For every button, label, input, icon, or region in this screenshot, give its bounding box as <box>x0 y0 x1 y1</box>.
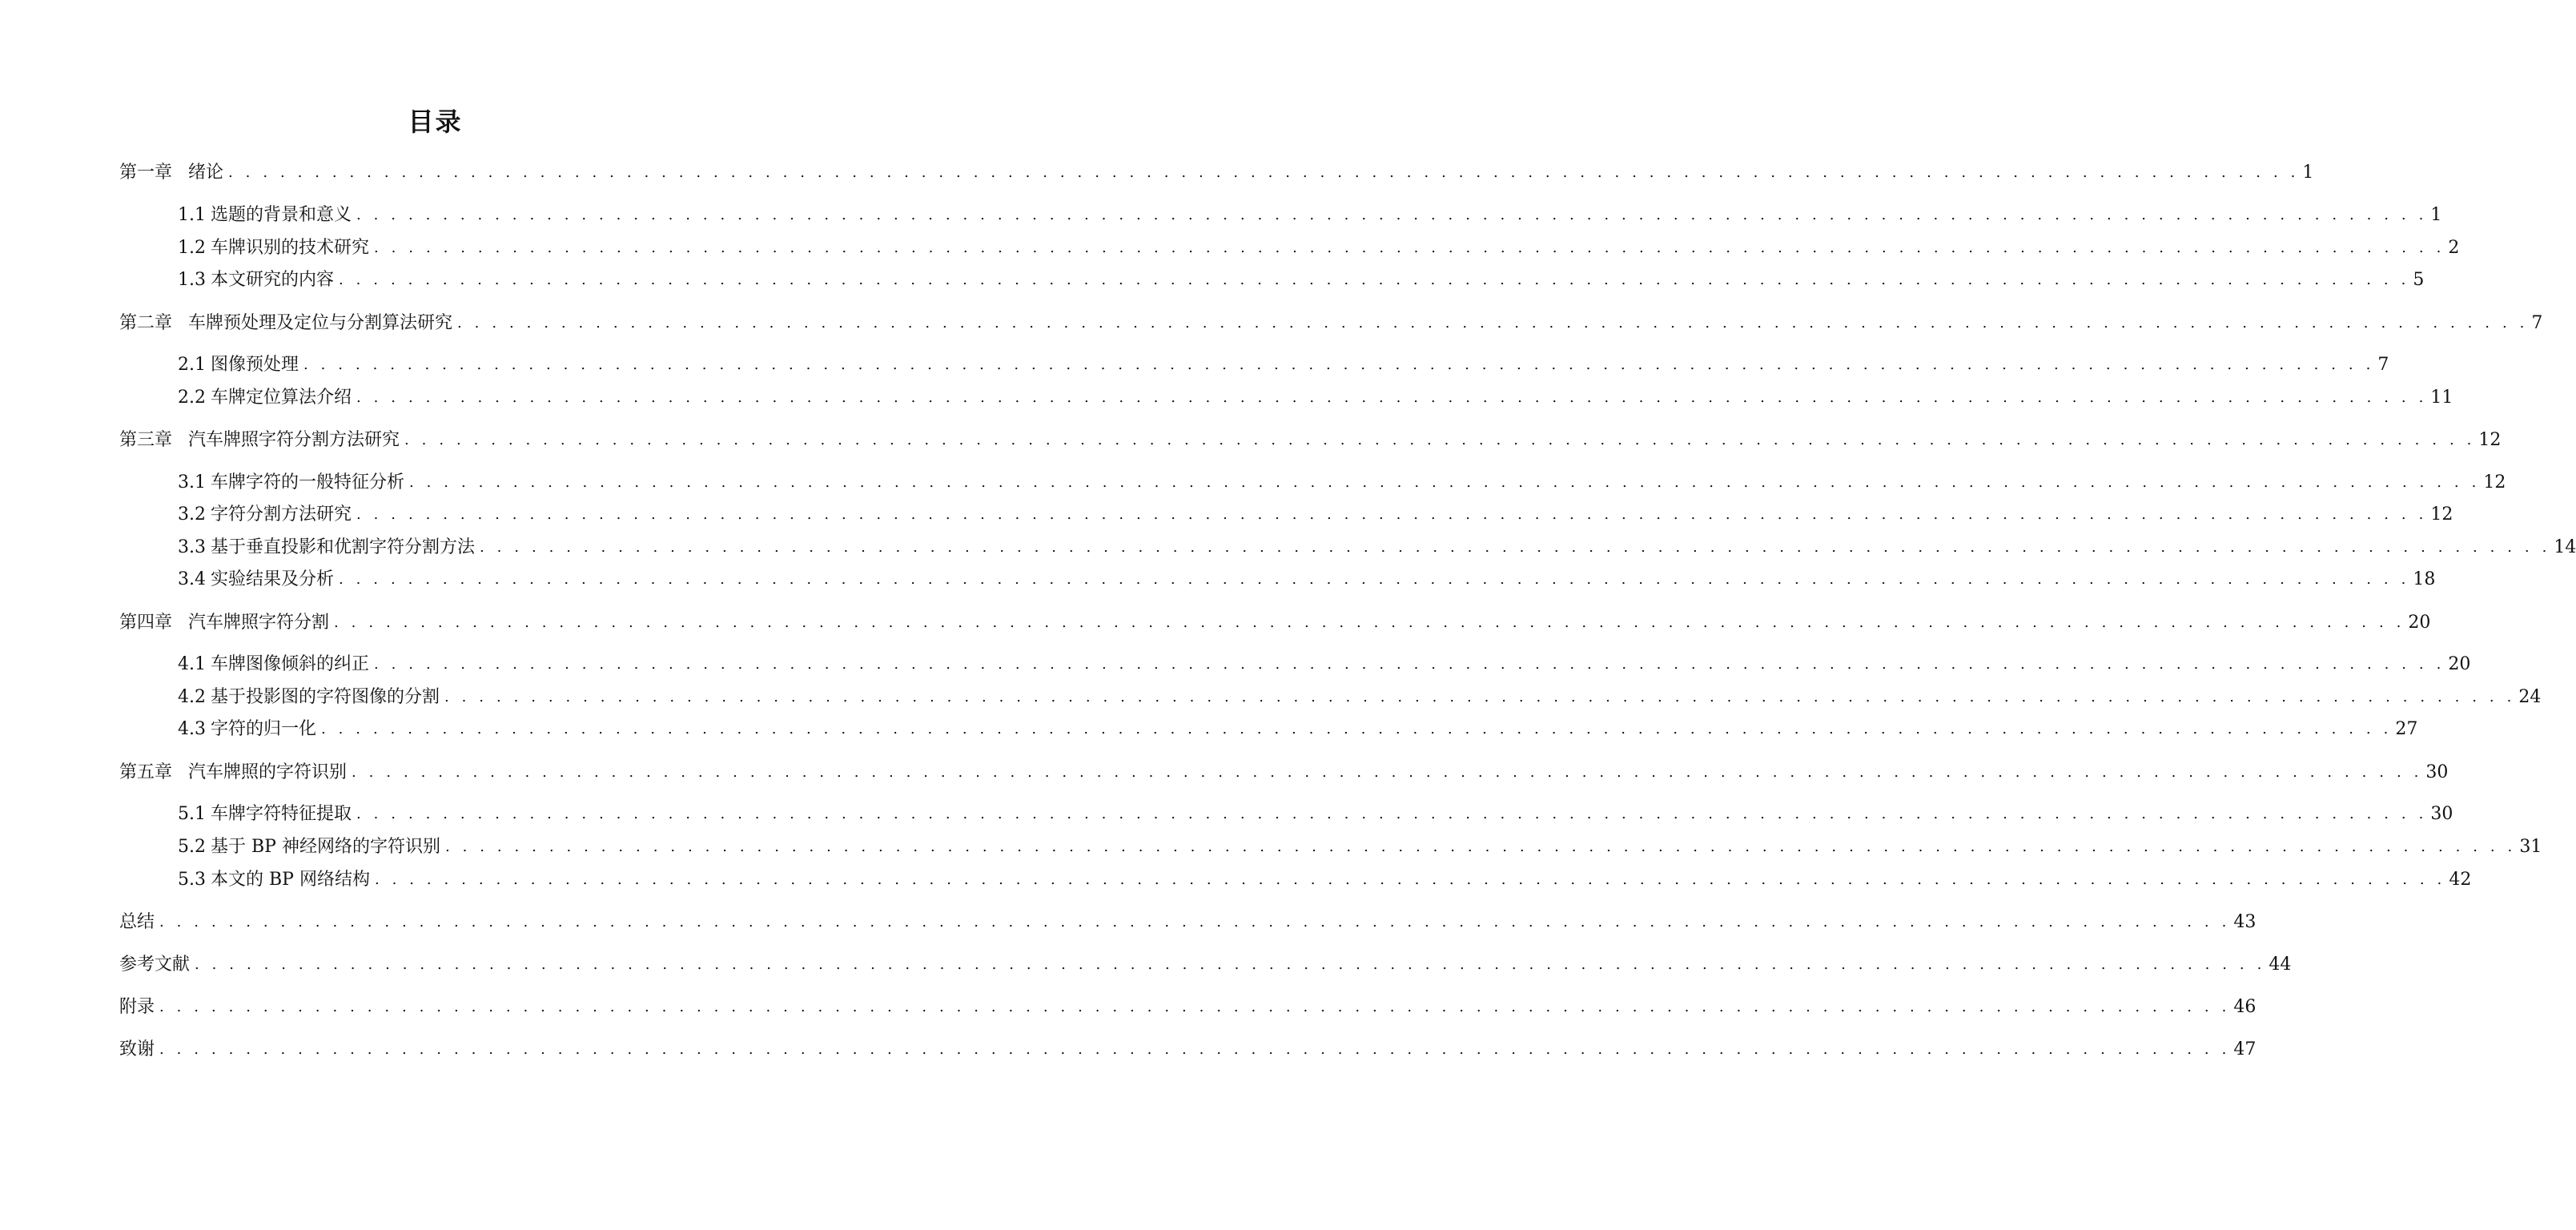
toc-entry-text: 车牌字符的一般特征分析 <box>211 472 405 492</box>
toc-entry-text: 本文的 BP 网络结构 <box>211 870 370 890</box>
toc-entry-text: 车牌图像倾斜的纠正 <box>211 654 370 674</box>
toc-section-entry <box>178 468 2506 495</box>
toc-entry-text: 车牌识别的技术研究 <box>211 238 370 258</box>
toc-dot-leader: . . . . . . . . . . . . . . . . . . . . . . . . . . . . . . . . . . . . . . . . . . . . . . . . . . . . . . . . . . . . . . . . . . . . . . . . . . . . . . . . . . . . . . . . . . . . . . . . . . . . . . . . . . . . . . . . . . . . . . . . <box>356 806 2428 822</box>
toc-entry-number: 第四章 <box>119 613 173 633</box>
toc-section-entry <box>178 714 2418 742</box>
toc-dot-leader: . . . . . . . . . . . . . . . . . . . . . . . . . . . . . . . . . . . . . . . . . . . . . . . . . . . . . . . . . . . . . . . . . . . . . . . . . . . . . . . . . . . . . . . . . . . . . . . . . . . . . . . . . . . . . . . . . . . . . . . . <box>159 914 2231 931</box>
toc-dot-leader: . . . . . . . . . . . . . . . . . . . . . . . . . . . . . . . . . . . . . . . . . . . . . . . . . . . . . . . . . . . . . . . . . . . . . . . . . . . . . . . . . . . . . . . . . . . . . . . . . . . . . . . . . . . . . . . . . . . . . . . . <box>374 656 2445 673</box>
toc-section-entry <box>178 233 2460 260</box>
toc-dot-leader: . . . . . . . . . . . . . . . . . . . . . . . . . . . . . . . . . . . . . . . . . . . . . . . . . . . . . . . . . . . . . . . . . . . . . . . . . . . . . . . . . . . . . . . . . . . . . . . . . . . . . . . . . . . . . . . . . . . . . . . . <box>457 315 2529 332</box>
toc-entry-text: 图像预处理 <box>211 355 299 375</box>
toc-section-entry <box>178 649 2471 677</box>
toc-entry-label <box>178 868 370 892</box>
toc-entry-number: 3.4 <box>178 569 206 589</box>
toc-entry-label <box>178 653 369 677</box>
toc-page-number: 7 <box>2377 355 2389 375</box>
toc-page-number: 24 <box>2518 687 2542 707</box>
toc-entry-text: 本文研究的内容 <box>211 270 335 290</box>
toc-entry-number: 第二章 <box>119 313 173 333</box>
toc-dot-leader: . . . . . . . . . . . . . . . . . . . . . . . . . . . . . . . . . . . . . . . . . . . . . . . . . . . . . . . . . . . . . . . . . . . . . . . . . . . . . . . . . . . . . . . . . . . . . . . . . . . . . . . . . . . . . . . . . . . . . . . . <box>356 389 2428 406</box>
toc-chapter-entry <box>119 1035 2257 1062</box>
toc-section-entry <box>178 865 2472 892</box>
toc-section-entry <box>178 565 2436 592</box>
toc-entry-number: 2.2 <box>178 388 206 408</box>
toc-entry-label <box>178 386 352 410</box>
toc-entry-text: 基于 BP 神经网络的字符识别 <box>211 837 440 857</box>
toc-entry-label <box>119 995 155 1019</box>
toc-page-number: 11 <box>2430 388 2453 408</box>
toc-entry-number: 2.1 <box>178 355 206 375</box>
toc-dot-leader: . . . . . . . . . . . . . . . . . . . . . . . . . . . . . . . . . . . . . . . . . . . . . . . . . . . . . . . . . . . . . . . . . . . . . . . . . . . . . . . . . . . . . . . . . . . . . . . . . . . . . . . . . . . . . . . . . . . . . . . . <box>444 689 2516 705</box>
toc-page-number: 42 <box>2449 870 2472 890</box>
toc-entry-number: 5.1 <box>178 804 206 824</box>
toc-page-number: 47 <box>2233 1039 2257 1059</box>
toc-page-number: 14 <box>2554 537 2576 557</box>
toc-chapter-entry <box>119 158 2314 185</box>
toc-entry-number: 4.2 <box>178 687 206 707</box>
toc-entry-text: 绪论 <box>188 163 224 183</box>
toc-page-number: 12 <box>2478 430 2502 450</box>
toc-dot-leader: . . . . . . . . . . . . . . . . . . . . . . . . . . . . . . . . . . . . . . . . . . . . . . . . . . . . . . . . . . . . . . . . . . . . . . . . . . . . . . . . . . . . . . . . . . . . . . . . . . . . . . . . . . . . . . . . . . . . . . . . <box>480 539 2551 556</box>
toc-entry-number: 4.1 <box>178 654 206 674</box>
toc-entry-text: 字符的归一化 <box>211 719 317 739</box>
toc-page-number: 12 <box>2483 472 2506 492</box>
toc-dot-leader: . . . . . . . . . . . . . . . . . . . . . . . . . . . . . . . . . . . . . . . . . . . . . . . . . . . . . . . . . . . . . . . . . . . . . . . . . . . . . . . . . . . . . . . . . . . . . . . . . . . . . . . . . . . . . . . . . . . . . . . . <box>444 838 2517 855</box>
toc-entry-number: 第一章 <box>119 163 173 183</box>
toc-entry-label <box>178 503 352 527</box>
toc-title: 目录 <box>408 107 463 137</box>
toc-entry-text: 车牌预处理及定位与分割算法研究 <box>188 313 453 333</box>
toc-entry-text: 选题的背景和意义 <box>211 205 352 225</box>
toc-page-number: 31 <box>2519 837 2542 857</box>
toc-entry-label <box>178 802 352 826</box>
toc-entry-number: 1.2 <box>178 238 206 258</box>
toc-entry-label <box>119 611 329 635</box>
toc-entry-label <box>178 203 352 227</box>
toc-dot-leader: . . . . . . . . . . . . . . . . . . . . . . . . . . . . . . . . . . . . . . . . . . . . . . . . . . . . . . . . . . . . . . . . . . . . . . . . . . . . . . . . . . . . . . . . . . . . . . . . . . . . . . . . . . . . . . . . . . . . . . . . <box>334 614 2405 631</box>
toc-dot-leader: . . . . . . . . . . . . . . . . . . . . . . . . . . . . . . . . . . . . . . . . . . . . . . . . . . . . . . . . . . . . . . . . . . . . . . . . . . . . . . . . . . . . . . . . . . . . . . . . . . . . . . . . . . . . . . . . . . . . . . . . <box>321 721 2393 738</box>
toc-page-number: 30 <box>2430 804 2453 824</box>
toc-chapter-entry <box>119 608 2431 635</box>
toc-page-number: 1 <box>2430 205 2442 225</box>
toc-entry-label <box>178 471 404 495</box>
toc-entry-number: 1.3 <box>178 270 206 290</box>
toc-dot-leader: . . . . . . . . . . . . . . . . . . . . . . . . . . . . . . . . . . . . . . . . . . . . . . . . . . . . . . . . . . . . . . . . . . . . . . . . . . . . . . . . . . . . . . . . . . . . . . . . . . . . . . . . . . . . . . . . . . . . . . . . <box>159 999 2231 1015</box>
toc-page-number: 1 <box>2302 163 2314 183</box>
toc-entry-text: 致谢 <box>119 1039 155 1059</box>
toc-entry-label <box>119 428 400 452</box>
toc-entry-label <box>119 910 155 935</box>
toc-dot-leader: . . . . . . . . . . . . . . . . . . . . . . . . . . . . . . . . . . . . . . . . . . . . . . . . . . . . . . . . . . . . . . . . . . . . . . . . . . . . . . . . . . . . . . . . . . . . . . . . . . . . . . . . . . . . . . . . . . . . . . . . <box>404 432 2476 448</box>
toc-section-entry <box>178 799 2453 826</box>
toc-chapter-entry <box>119 992 2257 1019</box>
toc-entry-label <box>178 835 440 859</box>
toc-entry-label <box>178 353 299 377</box>
toc-dot-leader: . . . . . . . . . . . . . . . . . . . . . . . . . . . . . . . . . . . . . . . . . . . . . . . . . . . . . . . . . . . . . . . . . . . . . . . . . . . . . . . . . . . . . . . . . . . . . . . . . . . . . . . . . . . . . . . . . . . . . . . . <box>195 956 2266 973</box>
toc-entry-label <box>119 761 347 785</box>
toc-chapter-entry <box>119 308 2543 336</box>
toc-entry-label <box>178 718 316 742</box>
toc-dot-leader: . . . . . . . . . . . . . . . . . . . . . . . . . . . . . . . . . . . . . . . . . . . . . . . . . . . . . . . . . . . . . . . . . . . . . . . . . . . . . . . . . . . . . . . . . . . . . . . . . . . . . . . . . . . . . . . . . . . . . . . . <box>339 571 2410 588</box>
toc-section-entry <box>178 350 2389 377</box>
toc-dot-leader: . . . . . . . . . . . . . . . . . . . . . . . . . . . . . . . . . . . . . . . . . . . . . . . . . . . . . . . . . . . . . . . . . . . . . . . . . . . . . . . . . . . . . . . . . . . . . . . . . . . . . . . . . . . . . . . . . . . . . . . . <box>339 271 2410 288</box>
toc-section-entry <box>178 383 2453 410</box>
toc-page-number: 44 <box>2269 955 2292 975</box>
toc-entry-text: 基于投影图的字符图像的分割 <box>211 687 440 707</box>
toc-page-number: 46 <box>2233 997 2257 1017</box>
toc-page-number: 20 <box>2408 613 2431 633</box>
toc-entry-label <box>178 685 440 709</box>
toc-dot-leader: . . . . . . . . . . . . . . . . . . . . . . . . . . . . . . . . . . . . . . . . . . . . . . . . . . . . . . . . . . . . . . . . . . . . . . . . . . . . . . . . . . . . . . . . . . . . . . . . . . . . . . . . . . . . . . . . . . . . . . . . <box>356 207 2428 223</box>
toc-entry-label <box>178 236 369 260</box>
toc-entry-text: 车牌字符特征提取 <box>211 804 352 824</box>
toc-page-number: 5 <box>2413 270 2425 290</box>
toc-entry-label <box>119 161 223 185</box>
toc-entry-number: 5.3 <box>178 870 206 890</box>
toc-entry-text: 附录 <box>119 997 155 1017</box>
toc-dot-leader: . . . . . . . . . . . . . . . . . . . . . . . . . . . . . . . . . . . . . . . . . . . . . . . . . . . . . . . . . . . . . . . . . . . . . . . . . . . . . . . . . . . . . . . . . . . . . . . . . . . . . . . . . . . . . . . . . . . . . . . . <box>356 506 2428 523</box>
toc-entry-text: 汽车牌照字符分割 <box>188 613 330 633</box>
toc-entry-text: 汽车牌照的字符识别 <box>188 762 348 782</box>
toc-entry-text: 车牌定位算法介绍 <box>211 388 352 408</box>
toc-section-entry <box>178 533 2576 560</box>
toc-entry-label <box>178 268 334 292</box>
toc-page-number: 18 <box>2413 569 2436 589</box>
toc-page-number: 27 <box>2395 719 2418 739</box>
toc-dot-leader: . . . . . . . . . . . . . . . . . . . . . . . . . . . . . . . . . . . . . . . . . . . . . . . . . . . . . . . . . . . . . . . . . . . . . . . . . . . . . . . . . . . . . . . . . . . . . . . . . . . . . . . . . . . . . . . . . . . . . . . . <box>303 356 2375 373</box>
toc-entry-text: 汽车牌照字符分割方法研究 <box>188 430 400 450</box>
toc-entry-text: 基于垂直投影和优割字符分割方法 <box>211 537 476 557</box>
toc-dot-leader: . . . . . . . . . . . . . . . . . . . . . . . . . . . . . . . . . . . . . . . . . . . . . . . . . . . . . . . . . . . . . . . . . . . . . . . . . . . . . . . . . . . . . . . . . . . . . . . . . . . . . . . . . . . . . . . . . . . . . . . . <box>159 1041 2231 1058</box>
toc-dot-leader: . . . . . . . . . . . . . . . . . . . . . . . . . . . . . . . . . . . . . . . . . . . . . . . . . . . . . . . . . . . . . . . . . . . . . . . . . . . . . . . . . . . . . . . . . . . . . . . . . . . . . . . . . . . . . . . . . . . . . . . . <box>374 871 2446 888</box>
toc-dot-leader: . . . . . . . . . . . . . . . . . . . . . . . . . . . . . . . . . . . . . . . . . . . . . . . . . . . . . . . . . . . . . . . . . . . . . . . . . . . . . . . . . . . . . . . . . . . . . . . . . . . . . . . . . . . . . . . . . . . . . . . . <box>352 764 2423 781</box>
toc-section-entry <box>178 682 2542 709</box>
toc-dot-leader: . . . . . . . . . . . . . . . . . . . . . . . . . . . . . . . . . . . . . . . . . . . . . . . . . . . . . . . . . . . . . . . . . . . . . . . . . . . . . . . . . . . . . . . . . . . . . . . . . . . . . . . . . . . . . . . . . . . . . . . . <box>374 239 2445 256</box>
toc-page-number: 20 <box>2448 654 2471 674</box>
toc-page-number: 7 <box>2531 313 2543 333</box>
toc-chapter-entry <box>119 758 2449 785</box>
toc-section-entry <box>178 832 2542 859</box>
toc-entry-number: 第三章 <box>119 430 173 450</box>
toc-page-number: 43 <box>2233 912 2257 932</box>
toc-entry-number: 3.1 <box>178 472 206 492</box>
toc-section-entry <box>178 500 2453 527</box>
toc-entry-number: 4.3 <box>178 719 206 739</box>
toc-entry-number: 3.2 <box>178 504 206 525</box>
toc-entry-label <box>178 536 475 560</box>
toc-chapter-entry <box>119 425 2502 452</box>
toc-page-number: 12 <box>2430 504 2453 525</box>
toc-dot-leader: . . . . . . . . . . . . . . . . . . . . . . . . . . . . . . . . . . . . . . . . . . . . . . . . . . . . . . . . . . . . . . . . . . . . . . . . . . . . . . . . . . . . . . . . . . . . . . . . . . . . . . . . . . . . . . . . . . . . . . . . <box>409 474 2481 491</box>
toc-chapter-entry <box>119 907 2257 935</box>
toc-dot-leader: . . . . . . . . . . . . . . . . . . . . . . . . . . . . . . . . . . . . . . . . . . . . . . . . . . . . . . . . . . . . . . . . . . . . . . . . . . . . . . . . . . . . . . . . . . . . . . . . . . . . . . . . . . . . . . . . . . . . . . . . <box>228 164 2300 181</box>
toc-entry-text: 总结 <box>119 912 155 932</box>
toc-entry-text: 参考文献 <box>119 955 191 975</box>
toc-entry-label <box>119 1038 155 1062</box>
toc-entry-number: 第五章 <box>119 762 173 782</box>
toc-entry-label <box>178 568 334 592</box>
toc-section-entry <box>178 265 2425 292</box>
toc-page-number: 30 <box>2425 762 2449 782</box>
toc-entry-label <box>119 953 190 977</box>
toc-entry-number: 3.3 <box>178 537 206 557</box>
toc-entry-text: 实验结果及分析 <box>211 569 335 589</box>
toc-chapter-entry <box>119 950 2292 977</box>
toc-section-entry <box>178 200 2442 227</box>
toc-entry-text: 字符分割方法研究 <box>211 504 352 525</box>
toc-entry-label <box>119 312 452 336</box>
toc-entry-number: 1.1 <box>178 205 206 225</box>
toc-page-number: 2 <box>2448 238 2460 258</box>
toc-entry-number: 5.2 <box>178 837 206 857</box>
